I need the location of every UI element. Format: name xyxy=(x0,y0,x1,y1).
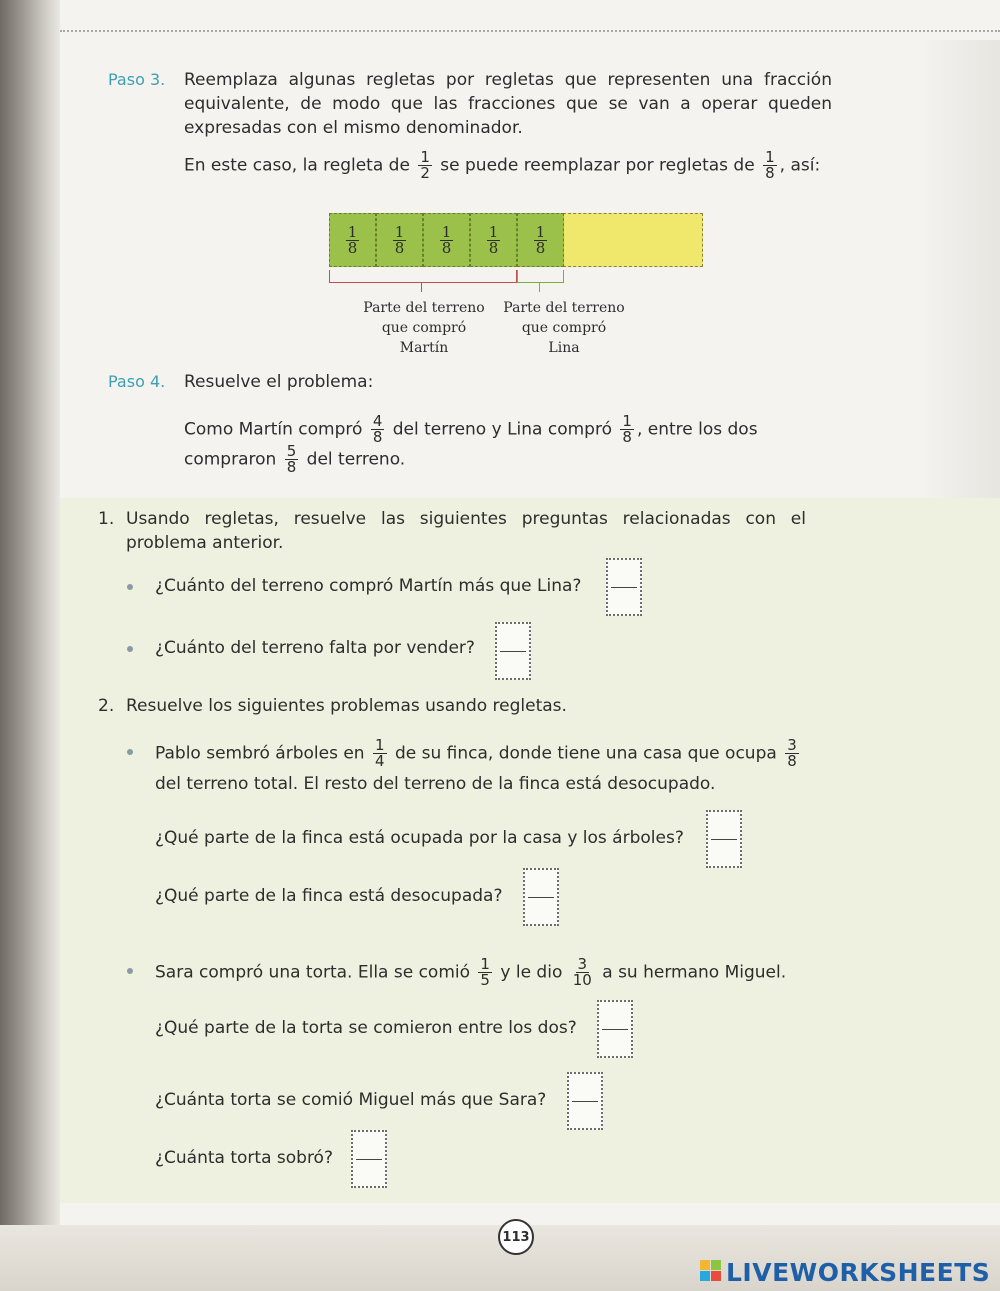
lina-label: Parte del terreno que compró Lina xyxy=(503,300,625,356)
bullet xyxy=(127,968,133,974)
fraction-five-eighths: $\frac{5}{8}$ xyxy=(286,442,297,476)
paso3-text: Reemplaza algunas regletas por regletas que representen una fracción equivalente, de modo que las fracciones que se van a operar queden expresadas con el mismo denominador. xyxy=(184,70,832,138)
paso3-example-mid: se puede reemplazar por regletas de xyxy=(440,155,755,176)
martin-bracket-tick xyxy=(421,282,422,292)
paso3-example xyxy=(184,150,820,181)
paso3-example-post: , así: xyxy=(779,155,821,176)
strip-remaining-yellow xyxy=(563,213,703,267)
strip-cell: $\frac{1}{8}$ xyxy=(329,213,376,267)
fraction-one-fourth: $\frac{1}{4}$ xyxy=(375,736,385,770)
answer-box-q4[interactable] xyxy=(523,868,559,926)
lina-bracket-tick xyxy=(539,282,540,292)
question-cake-left: ¿Cuánta torta sobró? xyxy=(155,1148,333,1168)
exercise1-text: Usando regletas, resuelve las siguientes preguntas relacionadas con el problema anterior. xyxy=(126,509,806,553)
lina-bracket xyxy=(517,270,564,283)
page-shadow xyxy=(920,40,1000,500)
answer-box-q6[interactable] xyxy=(567,1072,603,1130)
page-number: 113 xyxy=(498,1219,534,1255)
paso4-line2: compraron $\frac{5}{8}$ del terreno. xyxy=(184,442,406,476)
sara-problem: Sara compró una torta. Ella se comió $\frac{1}{5}$ y le dio $\frac{3}{10}$ a su hermano Miguel. xyxy=(155,955,787,989)
pablo-problem-line2: del terreno total. El resto del terreno de la finca está desocupado. xyxy=(155,774,716,794)
fraction-one-eighth: $\frac{1}{8}$ xyxy=(622,412,632,446)
bullet xyxy=(127,584,133,590)
answer-box-q1[interactable] xyxy=(606,558,642,616)
fraction-four-eighths: $\frac{4}{8}$ xyxy=(372,412,383,446)
martin-bracket xyxy=(329,270,517,283)
strip-cell: $\frac{1}{8}$ xyxy=(376,213,423,267)
answer-box-q2[interactable] xyxy=(495,622,531,680)
paso4-line1: Como Martín compró $\frac{4}{8}$ del terreno y Lina compró $\frac{1}{8}$ , entre los dos xyxy=(184,412,758,446)
answer-box-q3[interactable] xyxy=(706,810,742,868)
question-unoccupied-part: ¿Qué parte de la finca está desocupada? xyxy=(155,886,503,906)
question-occupied-part: ¿Qué parte de la finca está ocupada por la casa y los árboles? xyxy=(155,828,684,848)
martin-label: Parte del terreno que compró Martín xyxy=(363,300,485,356)
pablo-problem-line1: Pablo sembró árboles en $\frac{1}{4}$ de su finca, donde tiene una casa que ocupa $\frac{3}{8}$ xyxy=(155,736,797,770)
fraction-one-eighth: $\frac{1}{8}$ xyxy=(765,148,775,182)
question-miguel-minus-sara: ¿Cuánta torta se comió Miguel más que Sara? xyxy=(155,1090,547,1110)
exercise2-text: Resuelve los siguientes problemas usando regletas. xyxy=(126,696,567,716)
fraction-three-eighths: $\frac{3}{8}$ xyxy=(787,736,797,770)
answer-box-q5[interactable] xyxy=(597,1000,633,1058)
top-dotted-rule xyxy=(60,30,1000,32)
question-remaining-land: ¿Cuánto del terreno falta por vender? xyxy=(155,638,475,658)
paso4-title: Resuelve el problema: xyxy=(184,372,374,392)
strip-cell: $\frac{1}{8}$ xyxy=(423,213,470,267)
question-martin-minus-lina: ¿Cuánto del terreno compró Martín más que Lina? xyxy=(155,576,582,596)
liveworksheets-logo-icon xyxy=(700,1260,722,1282)
paso3-label: Paso 3. xyxy=(108,70,166,89)
exercise1-number: 1. xyxy=(98,509,115,529)
paso3-example-pre: En este caso, la regleta de xyxy=(184,155,410,176)
bullet xyxy=(127,646,133,652)
strip-cell: $\frac{1}{8}$ xyxy=(517,213,564,267)
strip-cell: $\frac{1}{8}$ xyxy=(470,213,517,267)
fraction-three-tenths: $\frac{3}{10}$ xyxy=(572,955,592,989)
book-spine-shadow xyxy=(0,0,60,1291)
fraction-one-fifth: $\frac{1}{5}$ xyxy=(480,955,490,989)
question-cake-eaten: ¿Qué parte de la torta se comieron entre los dos? xyxy=(155,1018,577,1038)
fraction-one-half: $\frac{1}{2}$ xyxy=(420,148,430,182)
liveworksheets-watermark: LIVEWORKSHEETS xyxy=(726,1258,991,1287)
bullet xyxy=(127,749,133,755)
exercise2-number: 2. xyxy=(98,696,115,716)
answer-box-q7[interactable] xyxy=(351,1130,387,1188)
paso4-label: Paso 4. xyxy=(108,372,166,391)
